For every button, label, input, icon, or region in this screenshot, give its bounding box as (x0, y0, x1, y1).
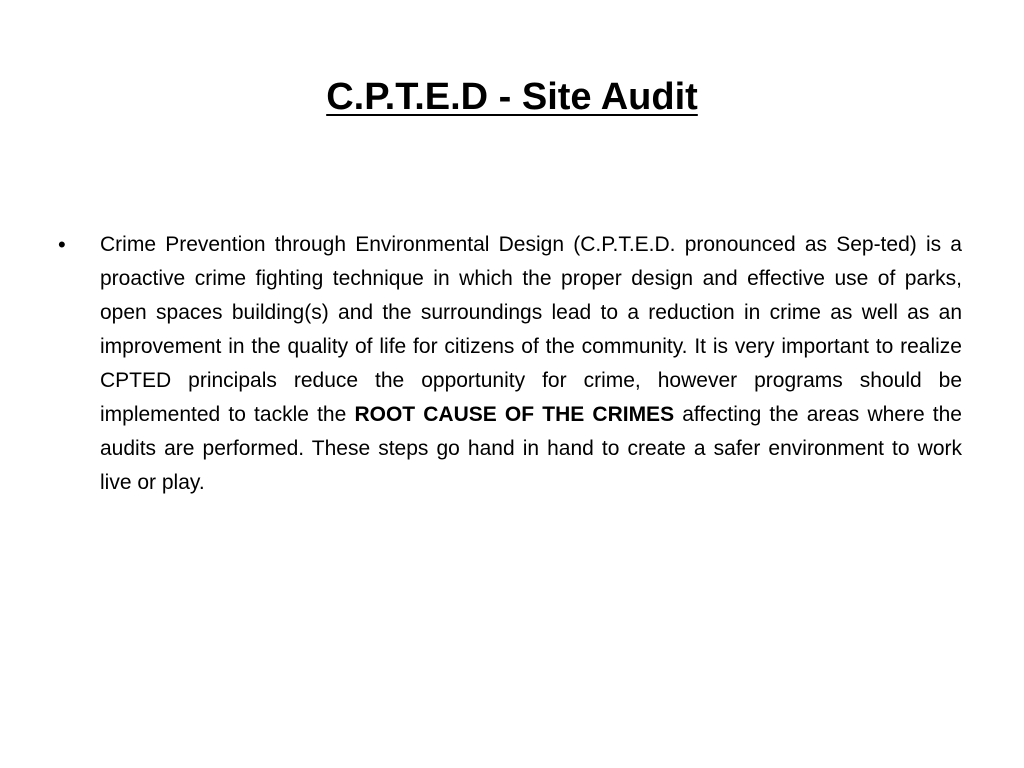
bullet-text (100, 228, 962, 500)
slide-content (58, 228, 962, 500)
slide-title (0, 72, 1024, 122)
bullet-text-bold: ROOT CAUSE OF THE CRIMES (354, 403, 675, 426)
bullet-item (58, 228, 962, 500)
bullet-text-after: affecting the areas where the audits are performed. These steps go hand in hand to create a safer environment to work live or play. (100, 403, 962, 494)
bullet-dot-icon: • (58, 232, 66, 257)
slide-title-text: C.P.T.E.D - Site Audit (326, 76, 698, 118)
bullet-text-before: Crime Prevention through Environmental Design (C.P.T.E.D. pronounced as Sep-ted) is a proactive crime fighting technique in which the proper design and effective use of parks, open spaces building(s) and the surroundings lead to a reduction in crime as well as an improvement in the quality of life for citizens of the community. It is very important to realize CPTED principals reduce the opportunity for crime, however programs should be implemented to tackle the (100, 233, 962, 426)
